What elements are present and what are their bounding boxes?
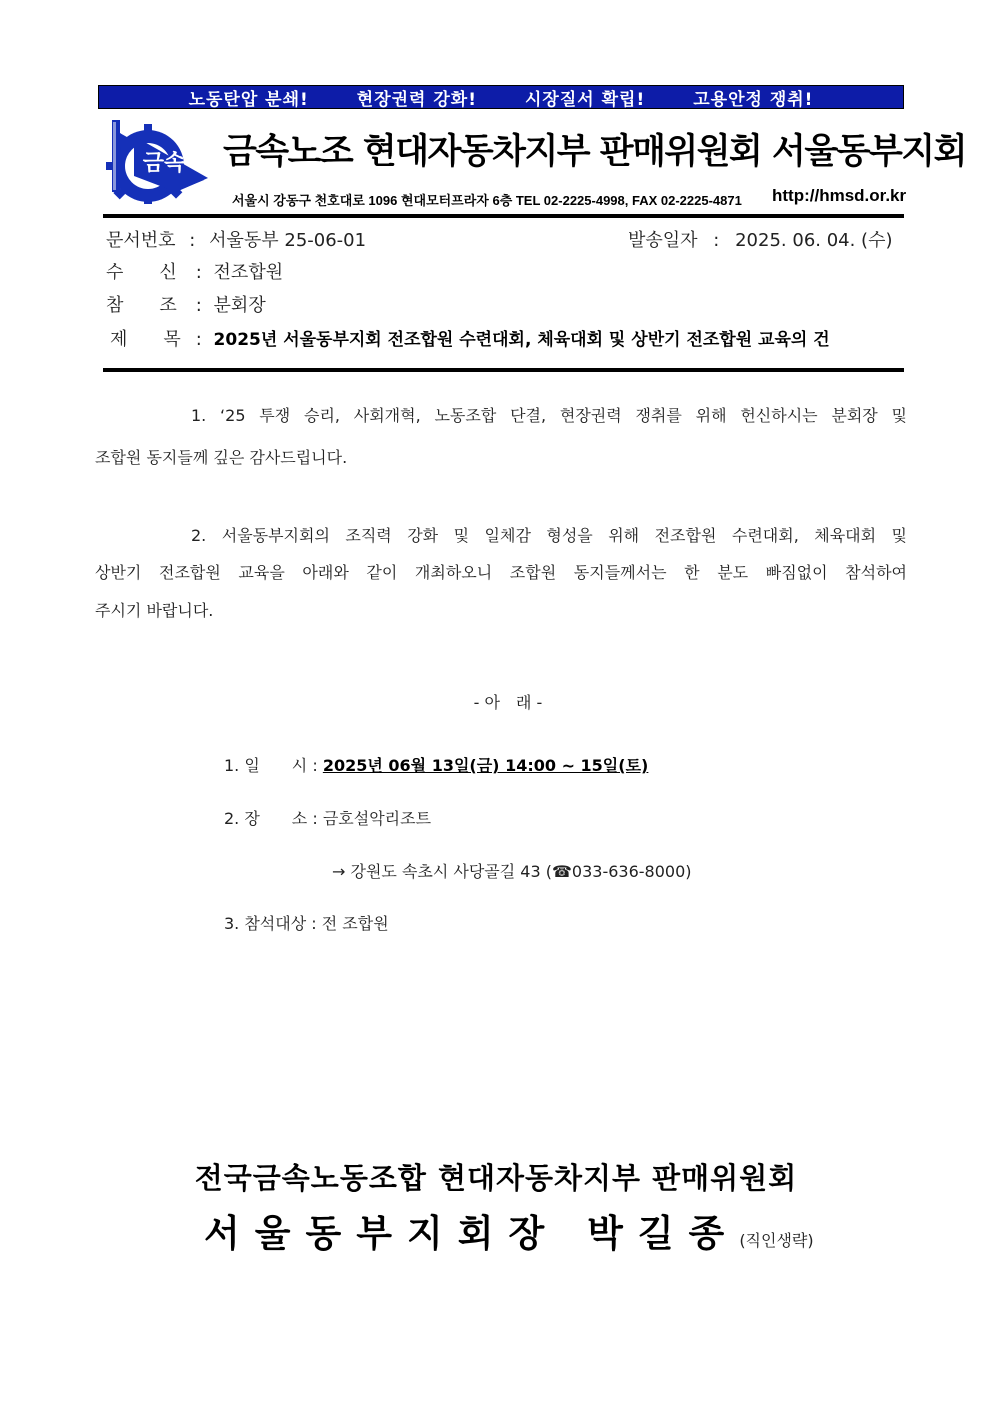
slogan-4: 고용안정 쟁취! bbox=[693, 89, 814, 110]
colon: : bbox=[189, 230, 196, 251]
venue-label: 2. 장 소 : bbox=[224, 809, 318, 828]
reference-label: 참 조 bbox=[106, 295, 177, 316]
subject-label: 제 목 bbox=[110, 329, 181, 350]
colon: : bbox=[195, 329, 202, 350]
attendees-label: 3. 참석대상 : bbox=[224, 914, 317, 933]
slogan-banner bbox=[98, 85, 904, 109]
detail-datetime bbox=[224, 753, 648, 776]
address-line: 서울시 강동구 천호대로 1096 현대모터프라자 6층 TEL 02-2225-4998, FAX 02-2225-4871 bbox=[232, 193, 742, 208]
slogan-1: 노동탄압 분쇄! bbox=[188, 89, 309, 110]
send-date-value: 2025. 06. 04. (수) bbox=[735, 230, 893, 251]
slogan-2: 현장권력 강화! bbox=[356, 89, 477, 110]
meta-divider bbox=[103, 368, 904, 372]
doc-number-value: 서울동부 25-06-01 bbox=[209, 230, 367, 251]
below-heading: - 아 래 - bbox=[473, 693, 543, 712]
logo-text: 금속 bbox=[142, 151, 186, 176]
seal-omitted-note: (직인생략) bbox=[739, 1231, 814, 1250]
recipient-row bbox=[106, 258, 283, 284]
send-date-row bbox=[628, 226, 893, 252]
venue-value: 금호설악리조트 bbox=[322, 809, 432, 828]
attendees-value: 전 조합원 bbox=[321, 914, 389, 933]
recipient-value: 전조합원 bbox=[213, 262, 284, 283]
detail-venue bbox=[224, 806, 431, 829]
detail-attendees bbox=[224, 911, 389, 934]
doc-number-label: 문서번호 bbox=[106, 230, 176, 251]
header-divider bbox=[103, 214, 904, 218]
colon: : bbox=[713, 230, 720, 251]
website-link[interactable]: http://hmsd.or.kr bbox=[772, 186, 907, 205]
signature-title bbox=[204, 1203, 814, 1257]
colon: : bbox=[195, 295, 202, 316]
venue-address: → 강원도 속초시 사당골길 43 (☎033-636-8000) bbox=[332, 862, 692, 881]
subject-row bbox=[110, 325, 830, 351]
signature-organization: 전국금속노동조합 현대자동차지부 판매위원회 bbox=[194, 1161, 798, 1195]
organization-name: 금속노조 현대자동차지부 판매위원회 서울동부지회 bbox=[223, 132, 966, 172]
reference-value: 분회장 bbox=[213, 295, 266, 316]
datetime-label: 1. 일 시 : bbox=[224, 756, 318, 775]
send-date-label: 발송일자 bbox=[628, 230, 698, 251]
datetime-value: 2025년 06월 13일(금) 14:00 ~ 15일(토) bbox=[322, 756, 649, 775]
paragraph-1-line-2: 조합원 동지들께 깊은 감사드립니다. bbox=[95, 448, 348, 467]
paragraph-2-line-2: 상반기 전조합원 교육을 아래와 같이 개최하오니 조합원 동지들께서는 한 분도 빠짐없이 참석하여 bbox=[95, 563, 907, 582]
union-logo-icon bbox=[104, 118, 210, 204]
reference-row bbox=[106, 291, 266, 317]
paragraph-1-line-1: 1. ‘25 투쟁 승리, 사회개혁, 노동조합 단결, 현장권력 쟁취를 위해 헌신하시는 분회장 및 bbox=[191, 406, 907, 425]
colon: : bbox=[195, 262, 202, 283]
paragraph-2-line-1: 2. 서울동부지회의 조직력 강화 및 일체감 형성을 위해 전조합원 수련대회, 체육대회 및 bbox=[191, 526, 907, 545]
doc-number-row bbox=[106, 226, 366, 252]
signature-name: 서울동부지회장 박길종 bbox=[204, 1212, 740, 1255]
subject-value: 2025년 서울동부지회 전조합원 수련대회, 체육대회 및 상반기 전조합원 교육의 건 bbox=[213, 330, 830, 350]
slogan-3: 시장질서 확립! bbox=[525, 89, 646, 110]
recipient-label: 수 신 bbox=[106, 262, 177, 283]
paragraph-2-line-3: 주시기 바랍니다. bbox=[95, 601, 214, 620]
